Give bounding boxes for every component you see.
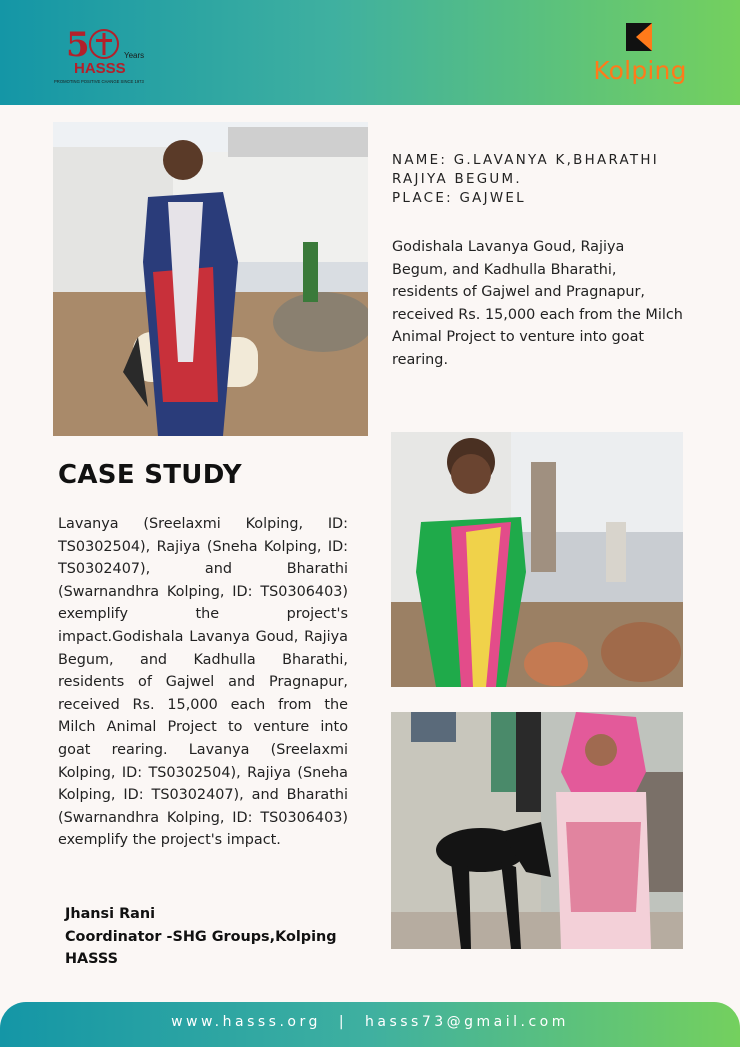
footer-banner: [0, 1002, 740, 1047]
signature-name: Jhansi Rani: [65, 906, 156, 922]
signature-role: Coordinator -SHG Groups,Kolping: [65, 928, 337, 945]
signature-org: HASSS: [65, 951, 118, 967]
photo-lavanya-with-goats: [53, 122, 368, 436]
photo-woman-green-saree: [391, 432, 683, 687]
header-banner: [0, 0, 740, 105]
photo-woman-with-black-goat: [391, 712, 683, 949]
footer-website-link[interactable]: www.hasss.org: [171, 1014, 321, 1030]
footer-email-link[interactable]: hasss73@gmail.com: [365, 1014, 569, 1030]
kolping-logo-text: Kolping: [593, 56, 687, 85]
kolping-k-icon: [624, 22, 664, 54]
profile-name-block: [392, 151, 692, 208]
kolping-logo: [588, 22, 698, 92]
profile-place: PLACE: GAJWEL: [392, 191, 526, 206]
signature-block: [65, 903, 365, 971]
hasss-logo-name: HASSS: [74, 60, 126, 77]
profile-name: NAME: G.LAVANYA K,BHARATHI RAJIYA BEGUM.: [392, 153, 660, 187]
case-study-title: CASE STUDY: [58, 460, 242, 490]
hasss-logo: [54, 20, 154, 88]
footer-separator: |: [338, 1014, 348, 1030]
profile-summary: Godishala Lavanya Goud, Rajiya Begum, and Kadhulla Bharathi, residents of Gajwel and Pragnapur, received Rs. 15,000 each from the Milch Animal Project to venture into goat rearing.: [392, 239, 683, 368]
hasss-logo-tagline: PROMOTING POSITIVE CHANGE SINCE 1973: [54, 79, 144, 84]
cross-circle-icon: [90, 30, 118, 58]
case-study-body: Lavanya (Sreelaxmi Kolping, ID: TS0302504), Rajiya (Sneha Kolping, ID: TS0302407), and Bharathi (Swarnandhra Kolping, ID: TS0306403) exemplify the project's impact.Godishala Lavanya Goud, Rajiya Begum, and Kadhulla Bharathi, residents of Gajwel and Pragnapur, received Rs. 15,000 each from the Milch Animal Project to venture into goat rearing. Lavanya (Sreelaxmi Kolping, ID: TS0302504), Rajiya (Sneha Kolping, ID: TS0302407), and Bharathi (Swarnandhra Kolping, ID: TS0306403) exemplify the project's impact.: [58, 516, 348, 849]
hasss-logo-years: Years: [124, 51, 145, 60]
footer-contact: [0, 1014, 740, 1030]
hasss-logo-number: 5: [66, 25, 90, 65]
